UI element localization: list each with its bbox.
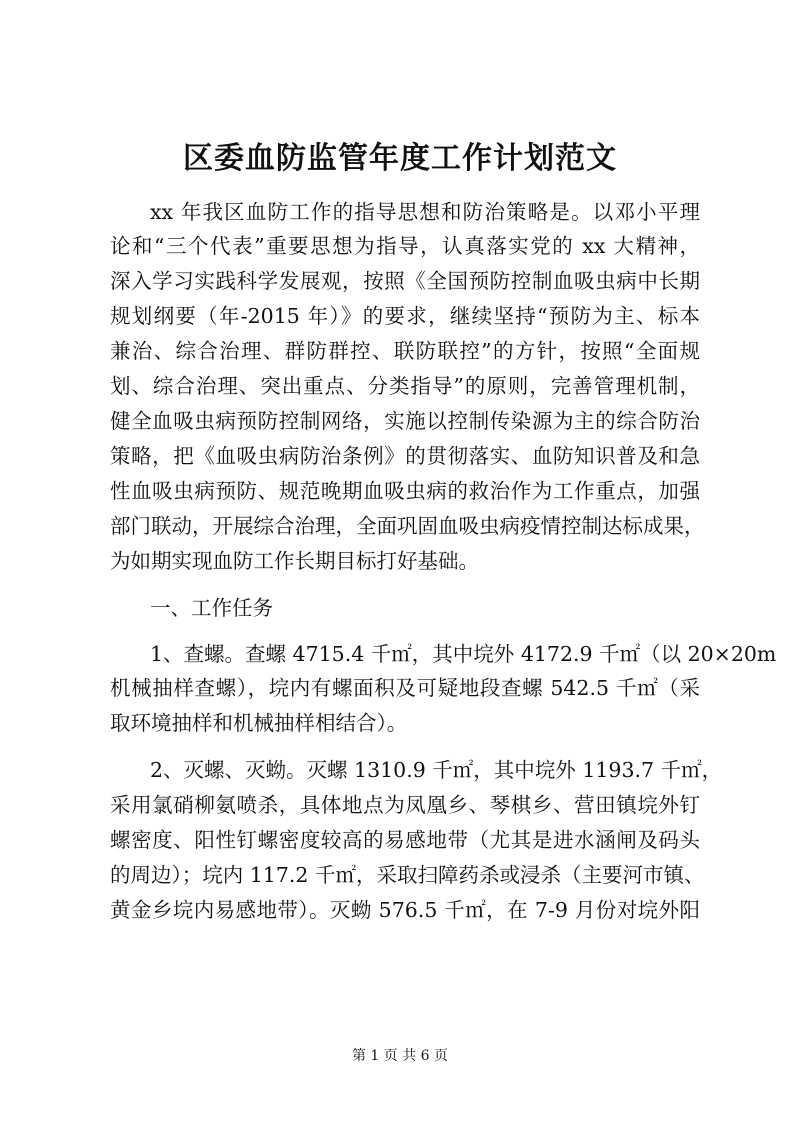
- body-line: 采用氯硝柳氨喷杀，具体地点为凤凰乡、琴棋乡、营田镇垸外钉: [110, 793, 700, 817]
- body-line: 取环境抽样和机械抽样相结合）。: [110, 711, 408, 735]
- body-line: 论和“三个代表”重要思想为指导，认真落实党的 xx 大精神，: [110, 234, 700, 258]
- body-line: 机械抽样查螺），垸内有螺面积及可疑地段查螺 542.5 千㎡（采: [110, 676, 700, 700]
- body-line: 划、综合治理、突出重点、分类指导”的原则，完善管理机制，: [110, 374, 700, 398]
- section-heading: 一、工作任务: [150, 596, 273, 620]
- body-line: 规划纲要（年-2015 年）》的要求，继续坚持“预防为主、标本: [110, 304, 700, 328]
- body-line: 部门联动，开展综合治理，全面巩固血吸虫病疫情控制达标成果，: [110, 514, 705, 538]
- body-line: 兼治、综合治理、群防群控、联防联控”的方针，按照“全面规: [110, 339, 700, 363]
- body-line: 1、查螺。查螺 4715.4 千㎡，其中垸外 4172.9 千㎡（以 20×20m: [150, 642, 777, 666]
- page-footer: 第 1 页 共 6 页: [351, 1048, 449, 1064]
- body-line: 深入学习实践科学发展观，按照《全国预防控制血吸虫病中长期: [110, 269, 700, 293]
- page-title: 区委血防监管年度工作计划范文: [183, 141, 617, 176]
- body-line: 为如期实现血防工作长期目标打好基础。: [110, 549, 479, 573]
- body-line: 黄金乡垸内易感地带）。灭蚴 576.5 千㎡，在 7-9 月份对垸外阳: [110, 898, 700, 922]
- body-line: 健全血吸虫病预防控制网络，实施以控制传染源为主的综合防治: [110, 409, 700, 433]
- body-line: xx 年我区血防工作的指导思想和防治策略是。以邓小平理: [150, 200, 700, 224]
- body-line: 2、灭螺、灭蚴。灭螺 1310.9 千㎡，其中垸外 1193.7 千㎡，: [150, 758, 723, 782]
- body-line: 的周边）；垸内 117.2 千㎡，采取扫障药杀或浸杀（主要河市镇、: [110, 863, 705, 887]
- body-line: 性血吸虫病预防、规范晚期血吸虫病的救治作为工作重点，加强: [110, 479, 700, 503]
- body-line: 策略，把《血吸虫病防治条例》的贯彻落实、血防知识普及和急: [110, 444, 700, 468]
- body-line: 螺密度、阳性钉螺密度较高的易感地带（尤其是进水涵闸及码头: [110, 828, 700, 852]
